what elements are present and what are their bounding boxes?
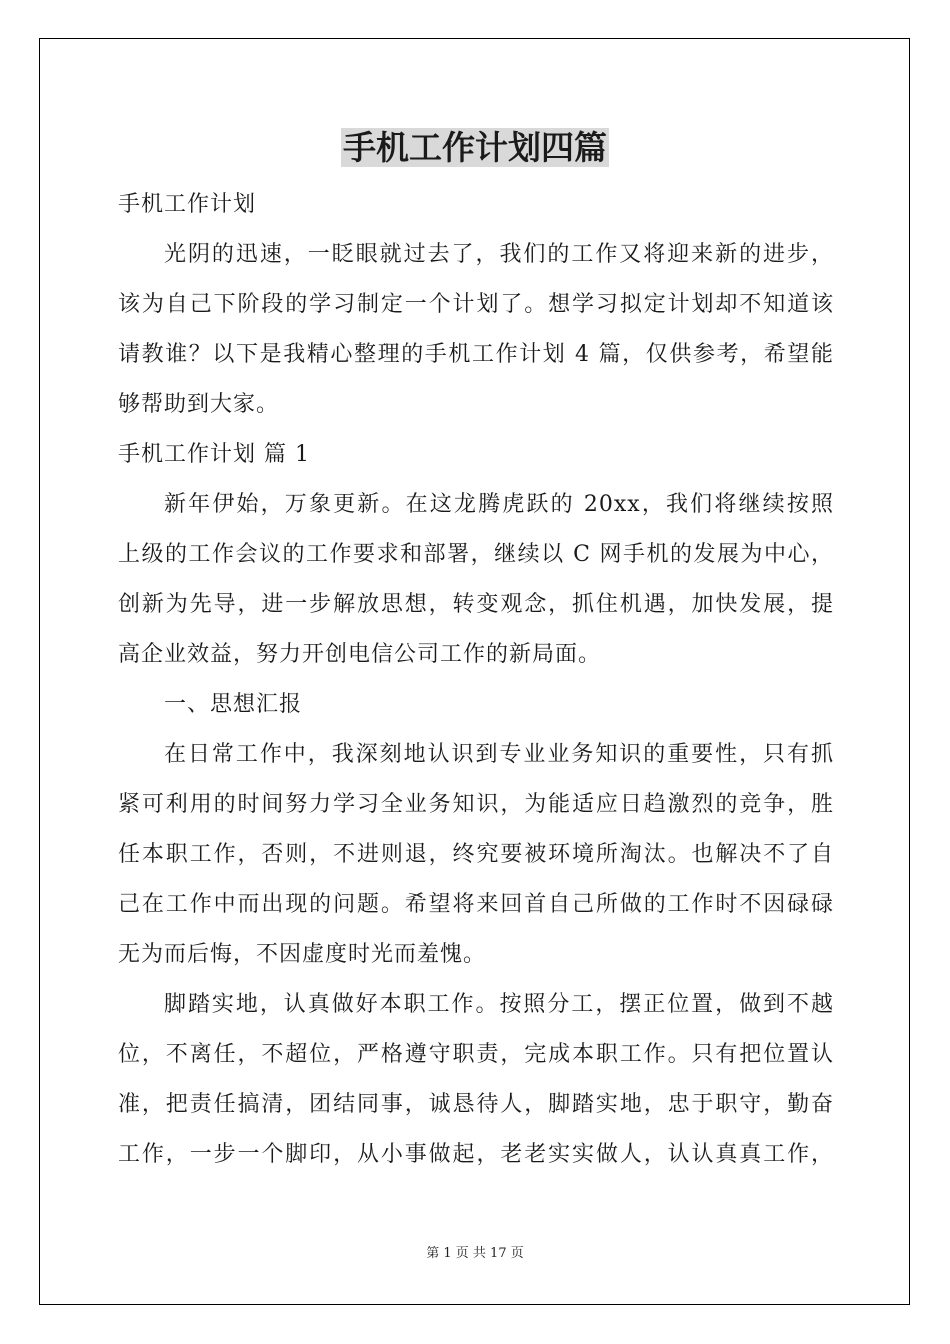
document-body (118, 180, 834, 1180)
paragraph-line: 高企业效益，努力开创电信公司工作的新局面。 (118, 642, 602, 667)
paragraph-line: 紧可利用的时间努力学习全业务知识，为能适应日趋激烈的竞争，胜 (118, 792, 834, 817)
paragraph-line: 位，不离任，不超位，严格遵守职责，完成本职工作。只有把位置认 (118, 1042, 834, 1067)
paragraph-line: 任本职工作，否则，不进则退，终究要被环境所淘汰。也解决不了自 (118, 842, 834, 867)
section-heading: 手机工作计划 (118, 192, 257, 217)
paragraph-line: 请教谁？以下是我精心整理的手机工作计划 4 篇，仅供参考，希望能 (118, 342, 834, 367)
page-footer: 第 1 页 共 17 页 (426, 1246, 524, 1261)
section-heading: 手机工作计划 篇 1 (118, 442, 310, 467)
subsection-heading: 一、思想汇报 (164, 692, 303, 717)
document-title: 手机工作计划四篇 (343, 128, 607, 167)
paragraph-line: 该为自己下阶段的学习制定一个计划了。想学习拟定计划却不知道该 (118, 292, 834, 317)
paragraph-line: 准，把责任搞清，团结同事，诚恳待人，脚踏实地，忠于职守，勤奋 (118, 1092, 834, 1117)
paragraph-line: 光阴的迅速，一眨眼就过去了，我们的工作又将迎来新的进步， (164, 242, 834, 267)
paragraph-line: 工作，一步一个脚印，从小事做起，老老实实做人，认认真真工作， (118, 1142, 834, 1167)
paragraph-line: 上级的工作会议的工作要求和部署，继续以 C 网手机的发展为中心， (118, 542, 834, 567)
paragraph-line: 新年伊始，万象更新。在这龙腾虎跃的 20xx，我们将继续按照 (164, 492, 834, 517)
paragraph-line: 无为而后悔，不因虚度时光而羞愧。 (118, 942, 487, 967)
paragraph-line: 在日常工作中，我深刻地认识到专业业务知识的重要性，只有抓 (164, 742, 834, 767)
paragraph-line: 创新为先导，进一步解放思想，转变观念，抓住机遇，加快发展，提 (118, 592, 834, 617)
paragraph-line: 己在工作中而出现的问题。希望将来回首自己所做的工作时不因碌碌 (118, 892, 834, 917)
paragraph-line: 够帮助到大家。 (118, 392, 280, 417)
paragraph-line: 脚踏实地，认真做好本职工作。按照分工，摆正位置，做到不越 (164, 992, 834, 1017)
